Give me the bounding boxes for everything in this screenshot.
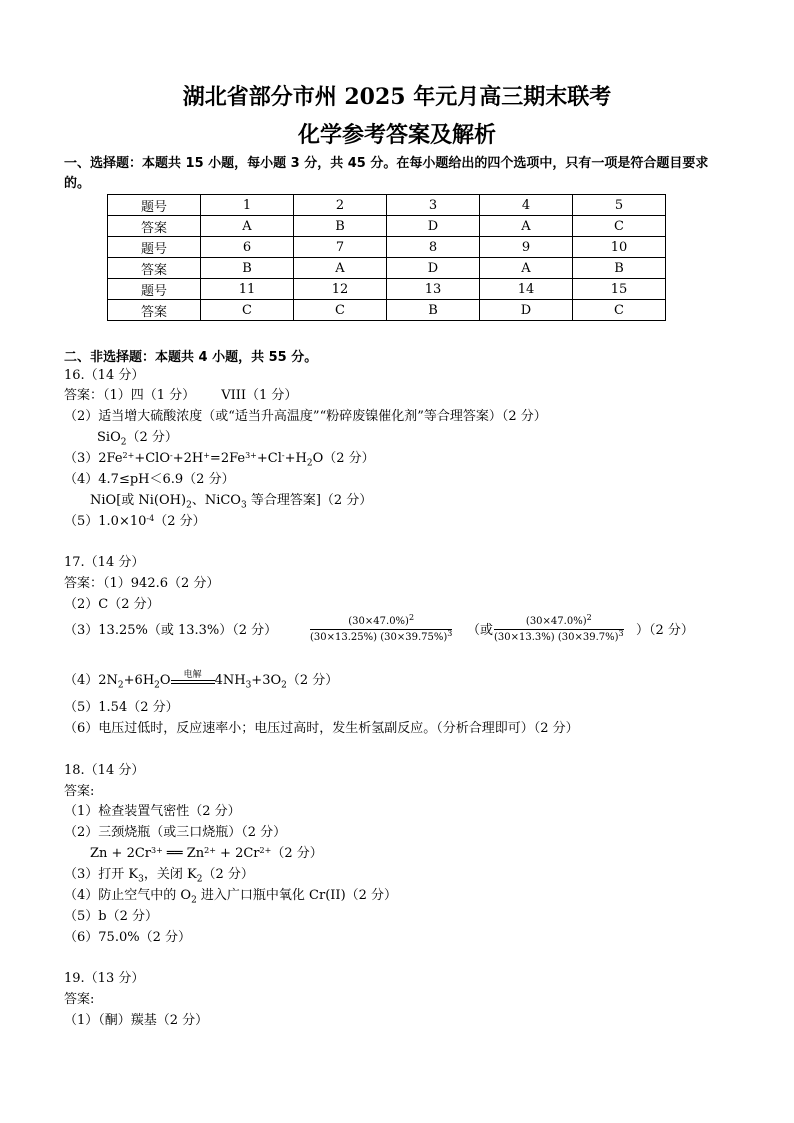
section-2-heading: 二、非选择题：本题共 4 小题，共 55 分。 — [64, 350, 318, 365]
table-cell: B — [573, 258, 666, 279]
q19-answer-1: （1）（酮）羰基（2 分） — [64, 1013, 209, 1028]
table-cell: 5 — [573, 195, 666, 216]
table-cell: 15 — [573, 279, 666, 300]
q18-answer-2: （2）三颈烧瓶（或三口烧瓶）（2 分） — [64, 825, 287, 840]
table-cell: 10 — [573, 237, 666, 258]
document-subtitle: 化学参考答案及解析 — [297, 122, 496, 148]
q17-answer-5: （5）1.54（2 分） — [64, 700, 179, 715]
q17-fraction-1: $\frac{(30\times 47.0\%)^2}{(30\times 13.25\%) (30\times 39.75\%)^3}$ — [310, 613, 453, 643]
table-row — [108, 258, 666, 279]
table-cell: 12 — [294, 279, 387, 300]
table-cell: 14 — [480, 279, 573, 300]
table-cell: 3 — [387, 195, 480, 216]
table-cell: D — [480, 300, 573, 321]
table-row-label: 答案 — [108, 300, 201, 321]
q17-or-open: （或 — [467, 623, 494, 638]
table-cell: D — [387, 216, 480, 237]
q19-answer-label: 答案: — [64, 992, 95, 1007]
table-cell: 7 — [294, 237, 387, 258]
q18-answer-2b: $Zn + 2Cr^{3+}$ ══ $Zn^{2+} + 2Cr^{2+}(2$ 分） — [90, 846, 323, 861]
table-cell: A — [480, 216, 573, 237]
q17-answer-4: $(4)2N_2+6H_2O$ 电解 $4NH_3+3O_2(2$ 分） — [64, 669, 339, 691]
q18-heading: 18.（14 分） — [64, 763, 145, 778]
q16-answer-4: （4）4.7≤pH＜6.9（2 分） — [64, 472, 235, 487]
section-1-heading: 一、选择题：本题共 15 小题，每小题 3 分，共 45 分。在每小题给出的四个选项中，只有一项是符合题目要求的。 — [64, 156, 709, 191]
table-cell: 9 — [480, 237, 573, 258]
q18-answer-1: （1）检查装置气密性（2 分） — [64, 804, 241, 819]
table-cell: 4 — [480, 195, 573, 216]
table-cell: B — [201, 258, 294, 279]
q17-heading: 17.（14 分） — [64, 555, 145, 570]
q16-heading: 16.（14 分） — [64, 368, 145, 383]
table-cell: 11 — [201, 279, 294, 300]
q17-answer-6: （6）电压过低时，反应速率小；电压过高时，发生析氢副反应。（分析合理即可）（2 分） — [64, 721, 579, 736]
table-cell: 6 — [201, 237, 294, 258]
q17-fraction-2: $\frac{(30\times 47.0\%)^2}{(30\times 13.3\%) (30\times 39.7\%)^3}$ — [494, 613, 624, 643]
table-cell: B — [294, 216, 387, 237]
table-row — [108, 237, 666, 258]
table-row — [108, 216, 666, 237]
electrolysis-arrow: 电解 — [171, 674, 215, 688]
table-cell: B — [387, 300, 480, 321]
table-cell: A — [294, 258, 387, 279]
table-row — [108, 300, 666, 321]
q16-answer-2: （2）适当增大硫酸浓度（或“适当升高温度”“粉碎废镍催化剂”等合理答案）（2 分） — [64, 409, 547, 424]
document-title: 湖北省部分市州 2025 年元月高三期末联考 — [182, 84, 612, 110]
q17-answer-3: （3）13.25%（或 13.3%）（2 分） — [64, 623, 278, 638]
table-row-label: 答案 — [108, 216, 201, 237]
table-row — [108, 279, 666, 300]
q16-answer-5: $(5)1.0\times 10^{-4}(2$ 分） — [64, 514, 206, 529]
answer-table — [107, 194, 666, 321]
q17-answer-2: （2）C（2 分） — [64, 597, 160, 612]
table-cell: 1 — [201, 195, 294, 216]
q16-answer-1: 答案：（1）四（1 分） VIII（1 分） — [64, 388, 298, 403]
table-cell: D — [387, 258, 480, 279]
q18-answer-label: 答案: — [64, 784, 95, 799]
q18-answer-3: （3）打开 $K_3$，关闭 $K_2(2$ 分） — [64, 867, 254, 885]
table-row-label: 题号 — [108, 279, 201, 300]
table-row-label: 答案 — [108, 258, 201, 279]
table-cell: C — [294, 300, 387, 321]
table-cell: 8 — [387, 237, 480, 258]
q19-heading: 19.（13 分） — [64, 971, 145, 986]
q16-answer-3: $(3)2Fe^{2+}+ClO^-+2H^+=2Fe^{3+}+Cl^-+H_2O(2$ 分） — [64, 451, 375, 469]
table-row-label: 题号 — [108, 237, 201, 258]
table-cell: A — [480, 258, 573, 279]
q18-answer-6: （6）75.0%（2 分） — [64, 930, 191, 945]
table-cell: 2 — [294, 195, 387, 216]
table-cell: C — [573, 300, 666, 321]
table-row — [108, 195, 666, 216]
q17-answer-1: 答案：（1）942.6（2 分） — [64, 576, 220, 591]
q16-answer-2b: SiO$_2$（2 分） — [97, 430, 178, 448]
q18-answer-5: （5）b（2 分） — [64, 909, 158, 924]
table-row-label: 题号 — [108, 195, 201, 216]
q17-answer-3-close: ）（2 分） — [636, 623, 694, 638]
q18-answer-4: （4）防止空气中的 $O_2$ 进入广口瓶中氧化 Cr(II)（2 分） — [64, 888, 398, 906]
q16-answer-4b: NiO[或 $Ni(OH)_2$、NiCO$_3$ 等合理答案]（2 分） — [90, 493, 373, 511]
table-cell: A — [201, 216, 294, 237]
table-cell: C — [201, 300, 294, 321]
table-cell: C — [573, 216, 666, 237]
table-cell: 13 — [387, 279, 480, 300]
